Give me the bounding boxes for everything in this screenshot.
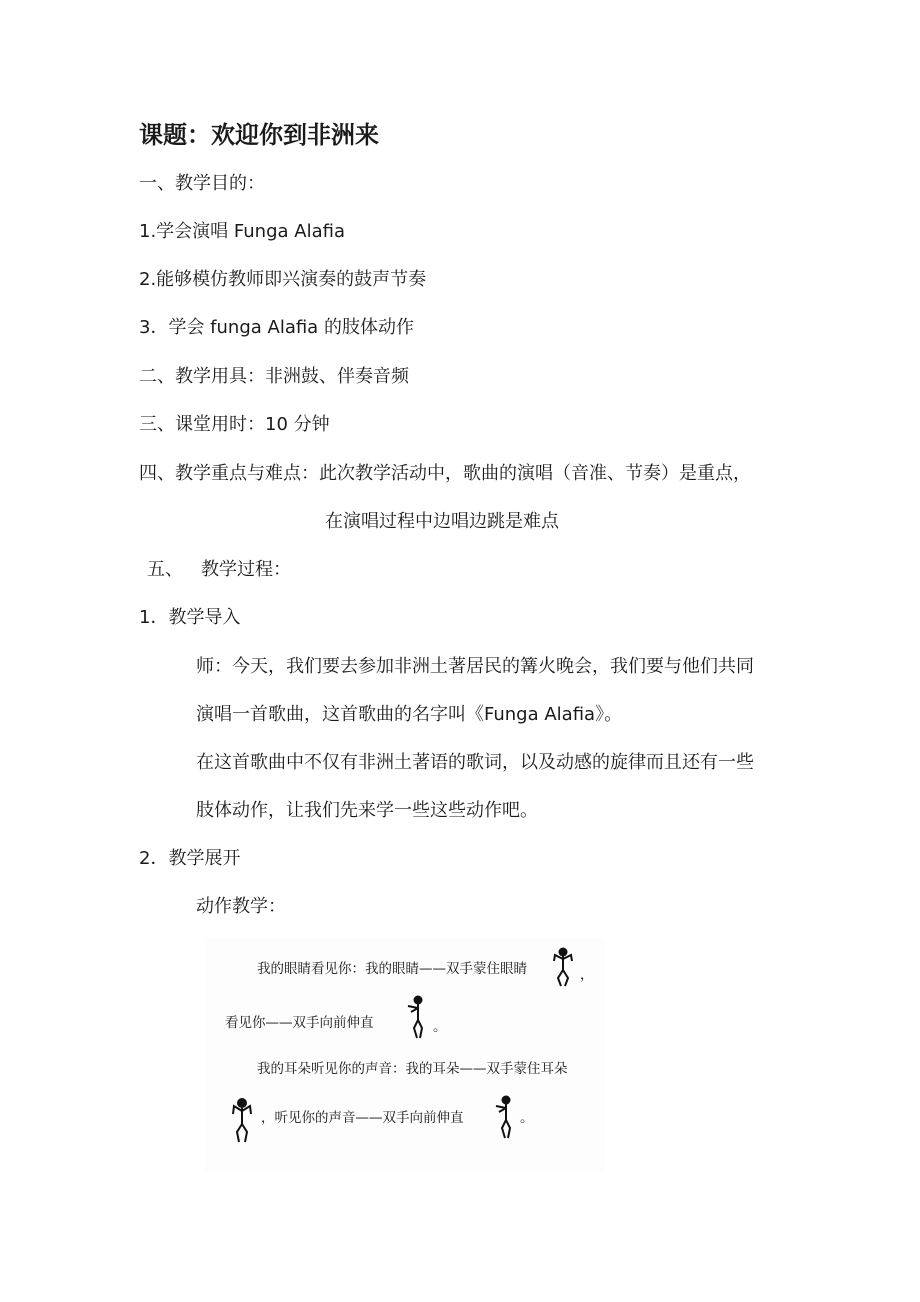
figure-line-4: ，听见你的声音——双手向前伸直 [261, 1110, 464, 1126]
stick-figure-arms-forward-icon [405, 994, 431, 1042]
page-title: 课题：欢迎你到非洲来 [139, 121, 379, 149]
objectives-heading: 一、教学目的： [139, 173, 265, 194]
step-1-paragraph-1-line-2: 演唱一首歌曲，这首歌曲的名字叫《Funga Alafia》。 [196, 704, 623, 725]
figure-line-2-end: 。 [433, 1019, 447, 1035]
figure-line-1: 我的眼睛看见你：我的眼睛——双手蒙住眼睛 [257, 961, 527, 977]
stick-figure-arms-forward-2-icon [493, 1094, 519, 1142]
step-1-paragraph-2-line-1: 在这首歌曲中不仅有非洲土著语的歌词，以及动感的旋律而且还有一些 [196, 752, 754, 773]
process-heading: 教学过程： [201, 559, 291, 580]
process-heading-number: 五、 [147, 559, 183, 580]
teaching-tools: 二、教学用具：非洲鼓、伴奏音频 [139, 366, 409, 387]
stick-figure-cover-eyes-icon [550, 946, 576, 990]
figure-line-2: 看见你——双手向前伸直 [225, 1015, 374, 1031]
step-1-label: 1．教学导入 [139, 607, 241, 628]
key-points-line-2: 在演唱过程中边唱边跳是难点 [325, 511, 559, 532]
class-duration: 三、课堂用时：10 分钟 [139, 414, 330, 435]
figure-line-4-end: 。 [520, 1110, 534, 1126]
figure-line-3: 我的耳朵听见你的声音：我的耳朵——双手蒙住耳朵 [257, 1061, 568, 1077]
key-points-line-1: 四、教学重点与难点：此次教学活动中，歌曲的演唱（音准、节奏）是重点， [139, 463, 751, 484]
figure-line-1-end: ， [580, 967, 594, 983]
step-2-subheading: 动作教学： [196, 896, 286, 917]
step-1-paragraph-2-line-2: 肢体动作，让我们先来学一些这些动作吧。 [196, 800, 538, 821]
step-2-label: 2．教学展开 [139, 848, 241, 869]
stick-figure-cover-ears-icon [227, 1096, 257, 1146]
objective-item-3: 3．学会 funga Alafia 的肢体动作 [139, 317, 414, 338]
scanned-movement-figure [205, 938, 605, 1173]
objective-item-2: 2.能够模仿教师即兴演奏的鼓声节奏 [139, 269, 427, 290]
step-1-paragraph-1-line-1: 师：今天，我们要去参加非洲土著居民的篝火晚会，我们要与他们共同 [196, 656, 754, 677]
objective-item-1: 1.学会演唱 Funga Alafia [139, 221, 345, 242]
